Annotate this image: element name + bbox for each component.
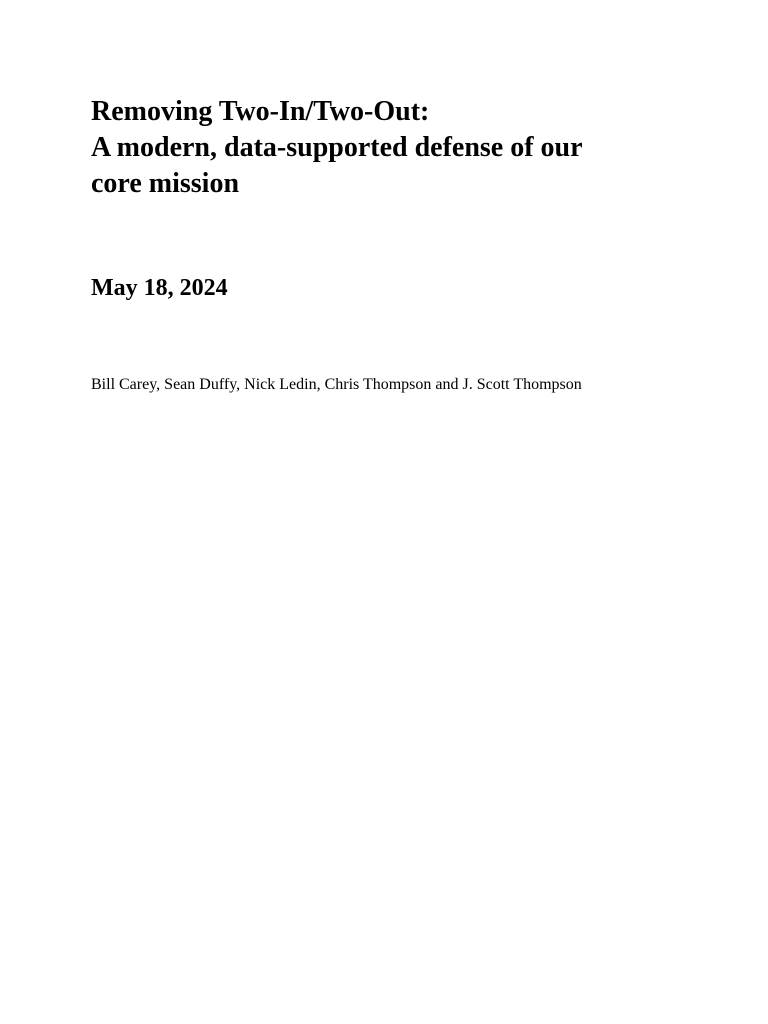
title-line-1: Removing Two-In/Two-Out: — [91, 96, 430, 127]
document-date: May 18, 2024 — [91, 275, 228, 301]
document-title — [91, 94, 691, 202]
document-authors: Bill Carey, Sean Duffy, Nick Ledin, Chris Thompson and J. Scott Thompson — [91, 376, 582, 393]
title-line-2: A modern, data-supported defense of our — [91, 132, 583, 163]
title-line-3: core mission — [91, 168, 240, 199]
